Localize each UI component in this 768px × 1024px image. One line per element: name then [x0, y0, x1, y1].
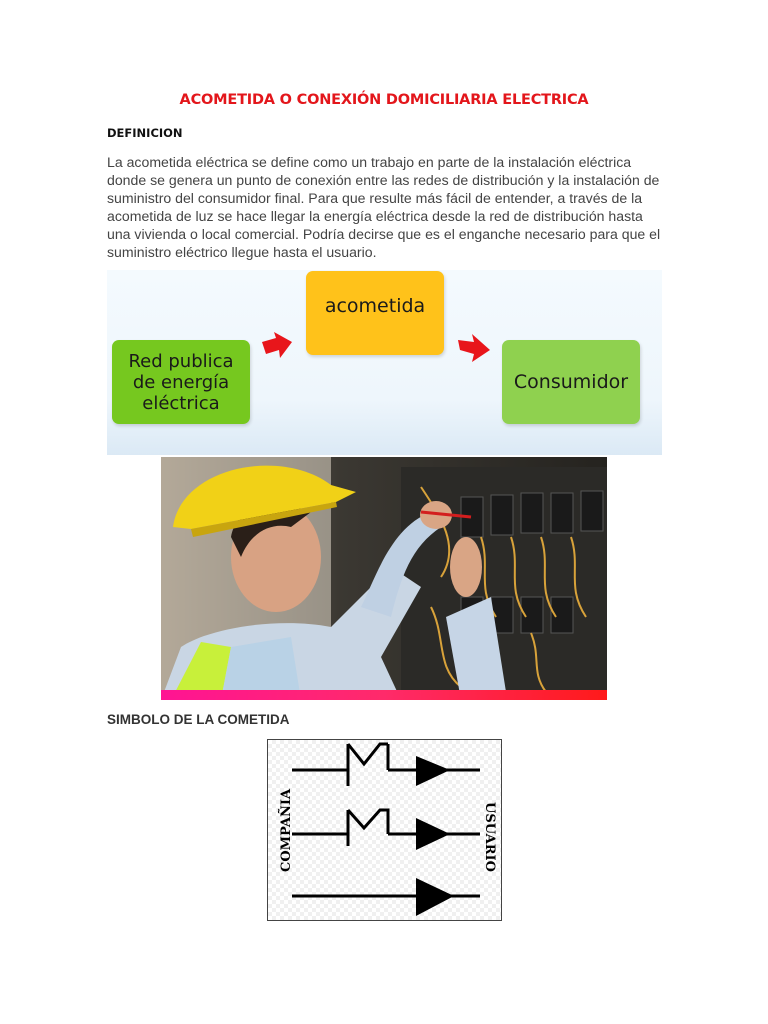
acometida-label: acometida [324, 295, 426, 317]
red-publica-line2: de energía [132, 371, 230, 393]
electrician-photo [161, 457, 607, 700]
red-publica-box [112, 340, 250, 424]
consumidor-box [502, 340, 640, 424]
symbol-heading: SIMBOLO DE LA COMETIDA [107, 712, 290, 727]
arrow-right-icon [260, 328, 296, 364]
user-label: USUARIO [482, 802, 497, 872]
acometida-symbol [267, 739, 502, 921]
acometida-box [306, 271, 444, 355]
document-title: ACOMETIDA O CONEXIÓN DOMICILIARIA ELECTRICA [179, 92, 589, 108]
red-publica-line1: Red publica [128, 350, 234, 372]
company-label: COMPAÑIA [279, 788, 294, 872]
red-publica-line3: eléctrica [142, 392, 220, 414]
flow-diagram [107, 270, 662, 455]
definition-paragraph: La acometida eléctrica se define como un trabajo en parte de la instalación eléctrica donde se genera un punto de conexión entre las redes de distribución y la instalación de suministro del consumidor final. Para que resulte más fácil de entender, a través de la acometida de luz se hace llegar la energía eléctrica desde la red de distribución hasta una vivienda o local comercial. Podría decirse que es el enganche necesario para que el suministro eléctrico llegue hasta el usuario. [107, 154, 661, 261]
consumidor-label: Consumidor [513, 371, 629, 393]
section-heading: DEFINICION [107, 126, 183, 140]
arrow-right-icon [456, 328, 492, 364]
